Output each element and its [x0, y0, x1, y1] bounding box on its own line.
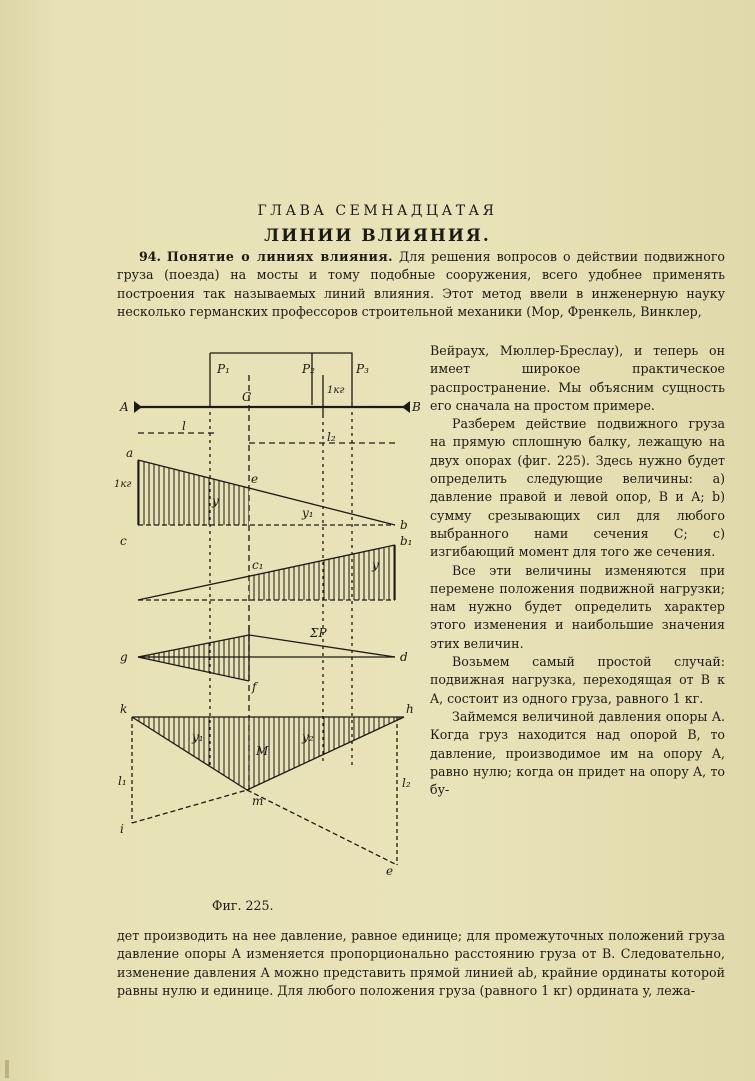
right-column-text	[430, 342, 725, 799]
section-intro-text: Для решения вопросов о действии подвижного груза (поезда) на мосты и тому подобные сооружения, всего удобнее применять построения так называемых линий влияния. Этот метод ввели в инженерную науку несколько германских профессоров строительной механики (Мор, Френкель, Винклер,	[117, 249, 726, 319]
influence-lines-diagram	[112, 345, 427, 875]
label-B: B	[412, 400, 421, 414]
label-c: c	[120, 534, 127, 548]
label-l1: l₁	[118, 774, 127, 788]
label-d: d	[400, 650, 408, 664]
label-e-bottom: e	[386, 864, 394, 875]
label-C: C	[242, 390, 252, 404]
label-one-kg: 1кг	[114, 479, 132, 490]
section-number: 94.	[139, 249, 161, 264]
label-i: i	[120, 822, 124, 836]
label-k: k	[120, 702, 128, 716]
bottom-paragraph: дет производить на нее давление, равное единице; для промежуточных положений груза давление опоры A изменяется пропорционально расстоянию груза от B. Следовательно, изменение давления A можно представить прямой линией ab, крайние ординаты которой равны нулю и единице. Для любого положения груза (равного 1 кг) ордината y, лежа-	[117, 928, 725, 998]
column-paragraph-4: Возьмем самый простой случай: подвижная нагрузка, переходящая от B к A, состоит из одного груза, равного 1 кг.	[430, 654, 725, 706]
label-unit: 1кг	[327, 385, 345, 396]
label-A: A	[120, 400, 129, 414]
margin-mark	[5, 1060, 9, 1078]
label-l2-bottom: l₂	[402, 776, 411, 790]
label-l: l	[182, 419, 186, 433]
label-e: e	[251, 472, 259, 486]
label-b1: b₁	[400, 534, 413, 548]
chapter-label: ГЛАВА СЕМНАДЦАТАЯ	[257, 203, 498, 219]
label-M: M	[256, 744, 269, 758]
label-y: y	[212, 494, 219, 508]
label-P1: P₁	[217, 362, 230, 376]
label-g: g	[120, 650, 128, 664]
label-sumP: ΣP	[310, 626, 327, 640]
label-y1-moment: y₁	[192, 730, 204, 744]
chapter-title: ЛИНИИ ВЛИЯНИЯ.	[264, 226, 491, 246]
column-paragraph-3: Все эти величины изменяются при перемене положения подвижной нагрузки; нам нужно будет определить характер этого изменения и наибольшие значения этих величин.	[430, 562, 725, 651]
label-l2: l₂	[327, 430, 336, 444]
label-y-second: y	[372, 558, 379, 572]
label-b: b	[400, 518, 408, 532]
label-P3: P₃	[356, 362, 369, 376]
column-paragraph-1: Вейраух, Мюллер-Бреслау), и теперь он имеет широкое практическое распространение. Мы объясним сущность его сначала на простом примере.	[430, 343, 725, 413]
label-P2: P₂	[302, 362, 315, 376]
label-f: f	[252, 680, 257, 694]
label-m: m	[252, 794, 264, 808]
figure-caption: Фиг. 225.	[212, 898, 274, 913]
label-y2: y₂	[302, 730, 314, 744]
figure-225-influence-lines	[112, 345, 427, 875]
section-intro-paragraph	[117, 248, 725, 321]
column-paragraph-5: Займемся величиной давления опоры A. Когда груз находится над опорой B, то давление, производимое им на опору A, равно нулю; когда он придет на опору A, то бу-	[430, 708, 725, 798]
label-h: h	[406, 702, 414, 716]
label-a: a	[126, 446, 134, 460]
label-c1: c₁	[252, 558, 264, 572]
label-y1: y₁	[302, 506, 314, 520]
section-title: Понятие о линиях влияния.	[166, 249, 394, 264]
column-paragraph-2: Разберем действие подвижного груза на прямую сплошную балку, лежащую на двух опорах (фиг. 225). Здесь нужно будет определить следующие величины: а) давление правой и левой опор, B и A; b) сумму срезывающих сил для любого выбранного нами сечения C; c) изгибающий момент для того же сечения.	[430, 416, 725, 560]
